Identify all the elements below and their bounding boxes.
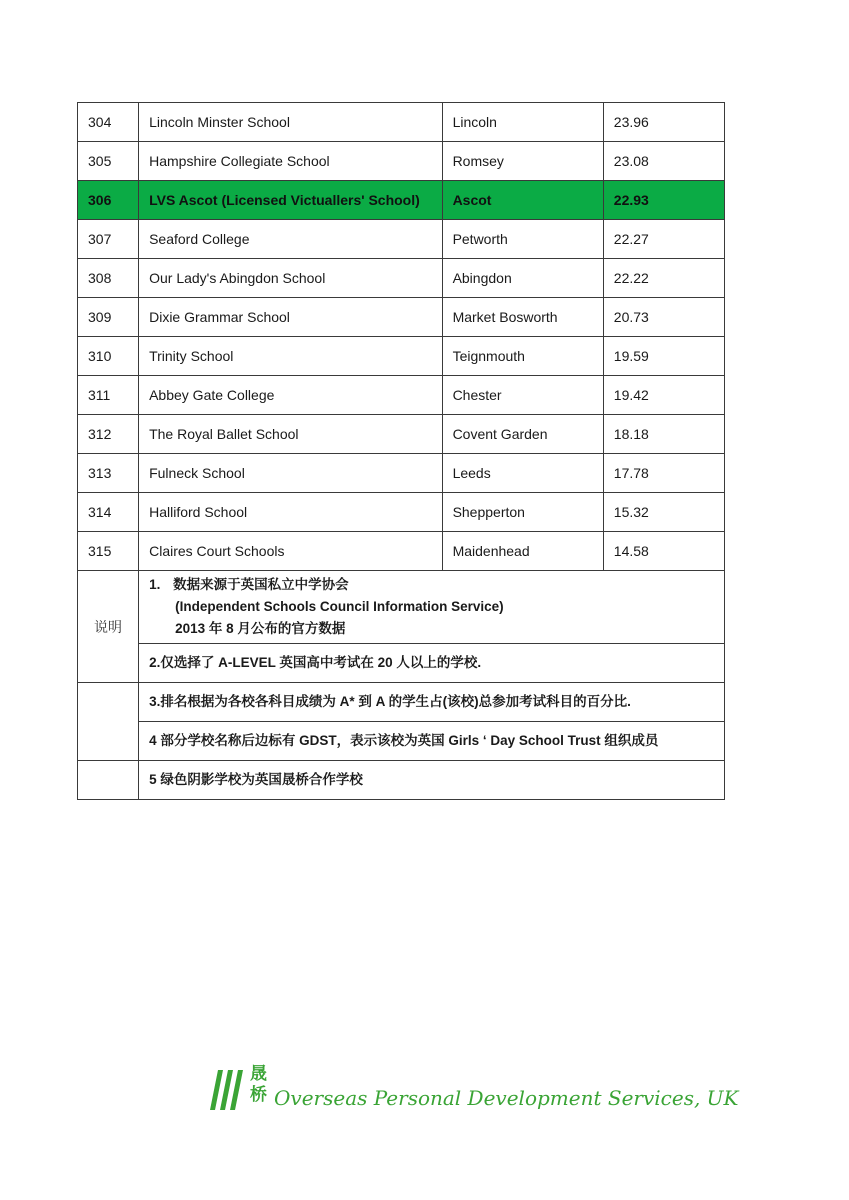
- school-cell: Our Lady's Abingdon School: [139, 259, 442, 298]
- rank-cell: 304: [78, 103, 139, 142]
- school-cell: The Royal Ballet School: [139, 415, 442, 454]
- ranking-table: [77, 102, 725, 800]
- note-1: [139, 571, 725, 644]
- note-row: [78, 644, 725, 683]
- location-cell: Covent Garden: [442, 415, 603, 454]
- score-cell: 22.22: [603, 259, 724, 298]
- table-row: [78, 454, 725, 493]
- logo-english-name: Overseas Personal Development Services, UK: [274, 1086, 739, 1110]
- note-5: 5 绿色阴影学校为英国晟桥合作学校: [139, 761, 725, 800]
- location-cell: Abingdon: [442, 259, 603, 298]
- table-row: [78, 142, 725, 181]
- location-cell: Chester: [442, 376, 603, 415]
- school-cell: Claires Court Schools: [139, 532, 442, 571]
- rank-cell: 308: [78, 259, 139, 298]
- table-row: [78, 376, 725, 415]
- notes-label: 说明: [78, 571, 139, 683]
- score-cell: 15.32: [603, 493, 724, 532]
- note-1-line-3: 2013 年 8 月公布的官方数据: [175, 621, 346, 636]
- note-4: 4 部分学校名称后边标有 GDST，表示该校为英国 Girls ‘ Day School Trust 组织成员: [139, 722, 725, 761]
- score-cell: 23.08: [603, 142, 724, 181]
- school-cell: Trinity School: [139, 337, 442, 376]
- rank-cell: 306: [78, 181, 139, 220]
- note-1-line-1: 数据来源于英国私立中学协会: [173, 577, 349, 592]
- note-1-number: 1.: [149, 577, 161, 592]
- note-2: 2.仅选择了 A-LEVEL 英国高中考试在 20 人以上的学校.: [139, 644, 725, 683]
- note-row: [78, 683, 725, 722]
- notes-label-blank: [78, 761, 139, 800]
- location-cell: Petworth: [442, 220, 603, 259]
- location-cell: Teignmouth: [442, 337, 603, 376]
- school-cell: Hampshire Collegiate School: [139, 142, 442, 181]
- notes-label-blank: [78, 683, 139, 761]
- table-row-highlighted: [78, 181, 725, 220]
- school-cell: Seaford College: [139, 220, 442, 259]
- score-cell: 19.42: [603, 376, 724, 415]
- note-row: [78, 722, 725, 761]
- table-row: [78, 220, 725, 259]
- location-cell: Lincoln: [442, 103, 603, 142]
- score-cell: 22.27: [603, 220, 724, 259]
- table-row: [78, 298, 725, 337]
- score-cell: 23.96: [603, 103, 724, 142]
- logo-char-bottom: 桥: [250, 1085, 267, 1105]
- score-cell: 18.18: [603, 415, 724, 454]
- location-cell: Ascot: [442, 181, 603, 220]
- score-cell: 19.59: [603, 337, 724, 376]
- school-cell: LVS Ascot (Licensed Victuallers' School): [139, 181, 442, 220]
- location-cell: Market Bosworth: [442, 298, 603, 337]
- rank-cell: 305: [78, 142, 139, 181]
- note-row: [78, 571, 725, 644]
- footer-logo: [210, 1064, 739, 1114]
- location-cell: Romsey: [442, 142, 603, 181]
- score-cell: 17.78: [603, 454, 724, 493]
- school-cell: Abbey Gate College: [139, 376, 442, 415]
- table-row: [78, 493, 725, 532]
- diagonal-bars-icon: [210, 1070, 250, 1110]
- school-cell: Lincoln Minster School: [139, 103, 442, 142]
- rank-cell: 307: [78, 220, 139, 259]
- logo-char-top: 晟: [250, 1064, 267, 1084]
- table-row: [78, 259, 725, 298]
- school-cell: Fulneck School: [139, 454, 442, 493]
- note-1-line-2: (Independent Schools Council Information Service): [175, 599, 504, 614]
- rank-cell: 310: [78, 337, 139, 376]
- school-cell: Dixie Grammar School: [139, 298, 442, 337]
- table-row: [78, 415, 725, 454]
- rank-cell: 315: [78, 532, 139, 571]
- rank-cell: 314: [78, 493, 139, 532]
- table-row: [78, 103, 725, 142]
- rank-cell: 312: [78, 415, 139, 454]
- table-row: [78, 337, 725, 376]
- note-3: 3.排名根据为各校各科目成绩为 A* 到 A 的学生占(该校)总参加考试科目的百分比.: [139, 683, 725, 722]
- score-cell: 22.93: [603, 181, 724, 220]
- logo-chinese-name: [250, 1064, 272, 1106]
- rank-cell: 313: [78, 454, 139, 493]
- rank-cell: 309: [78, 298, 139, 337]
- school-cell: Halliford School: [139, 493, 442, 532]
- location-cell: Shepperton: [442, 493, 603, 532]
- score-cell: 14.58: [603, 532, 724, 571]
- note-row: [78, 761, 725, 800]
- location-cell: Leeds: [442, 454, 603, 493]
- location-cell: Maidenhead: [442, 532, 603, 571]
- score-cell: 20.73: [603, 298, 724, 337]
- rank-cell: 311: [78, 376, 139, 415]
- table-row: [78, 532, 725, 571]
